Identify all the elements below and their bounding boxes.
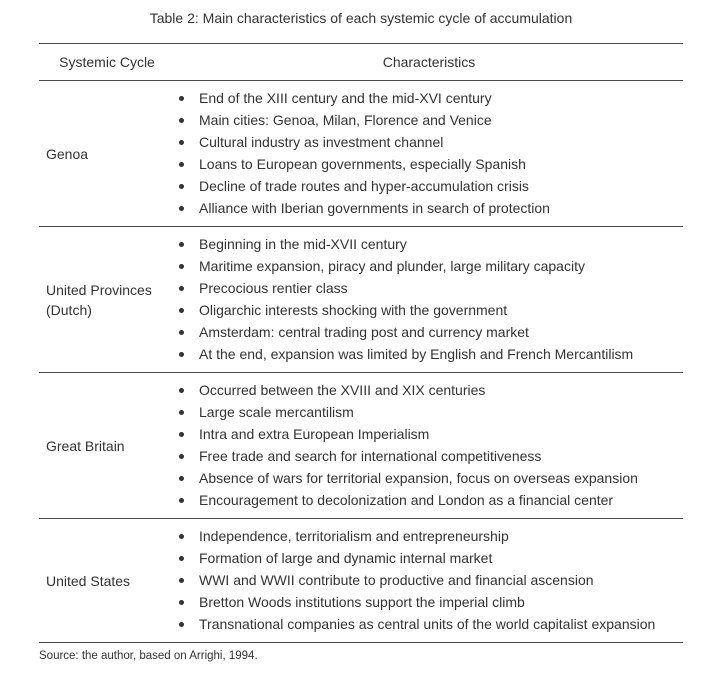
list-item: Bretton Woods institutions support the imperial climb [175, 591, 683, 613]
cycle-name: United Provinces (Dutch) [39, 227, 175, 373]
list-item: Beginning in the mid-XVII century [175, 233, 683, 255]
list-item: Decline of trade routes and hyper-accumulation crisis [175, 175, 683, 197]
list-item: Amsterdam: central trading post and currency market [175, 321, 683, 343]
list-item: Occurred between the XVIII and XIX centuries [175, 379, 683, 401]
list-item: Loans to European governments, especially Spanish [175, 153, 683, 175]
cycle-name: United States [39, 519, 175, 643]
cycle-name: Great Britain [39, 373, 175, 519]
characteristics-list [175, 379, 683, 511]
source-note: Source: the author, based on Arrighi, 1994. [39, 650, 258, 662]
table-row-united-provinces [39, 227, 683, 373]
list-item: Independence, territorialism and entrepreneurship [175, 525, 683, 547]
list-item: Transnational companies as central units of the world capitalist expansion [175, 613, 683, 635]
list-item: Oligarchic interests shocking with the government [175, 299, 683, 321]
cycles-table [39, 43, 683, 643]
table-row-genoa [39, 81, 683, 227]
characteristics-list [175, 233, 683, 365]
list-item: Cultural industry as investment channel [175, 131, 683, 153]
list-item: WWI and WWII contribute to productive and financial ascension [175, 569, 683, 591]
list-item: Intra and extra European Imperialism [175, 423, 683, 445]
table-row-united-states [39, 519, 683, 643]
header-characteristics: Characteristics [175, 44, 683, 81]
list-item: Maritime expansion, piracy and plunder, large military capacity [175, 255, 683, 277]
table-header-row [39, 44, 683, 81]
characteristics-cell [175, 519, 683, 643]
cycle-name: Genoa [46, 145, 89, 162]
list-item: Large scale mercantilism [175, 401, 683, 423]
list-item: Formation of large and dynamic internal market [175, 547, 683, 569]
list-item: Free trade and search for international competitiveness [175, 445, 683, 467]
list-item: At the end, expansion was limited by English and French Mercantilism [175, 343, 683, 365]
list-item: End of the XIII century and the mid-XVI century [175, 87, 683, 109]
characteristics-cell [175, 227, 683, 373]
table-title: Table 2: Main characteristics of each systemic cycle of accumulation [149, 10, 573, 26]
characteristics-list [175, 87, 683, 219]
characteristics-cell [175, 373, 683, 519]
table-row-great-britain [39, 373, 683, 519]
list-item: Precocious rentier class [175, 277, 683, 299]
characteristics-cell [175, 81, 683, 227]
header-systemic-cycle: Systemic Cycle [39, 44, 175, 81]
list-item: Encouragement to decolonization and London as a financial center [175, 489, 683, 511]
characteristics-list [175, 525, 683, 635]
list-item: Alliance with Iberian governments in search of protection [175, 197, 683, 219]
list-item: Absence of wars for territorial expansion, focus on overseas expansion [175, 467, 683, 489]
list-item: Main cities: Genoa, Milan, Florence and Venice [175, 109, 683, 131]
